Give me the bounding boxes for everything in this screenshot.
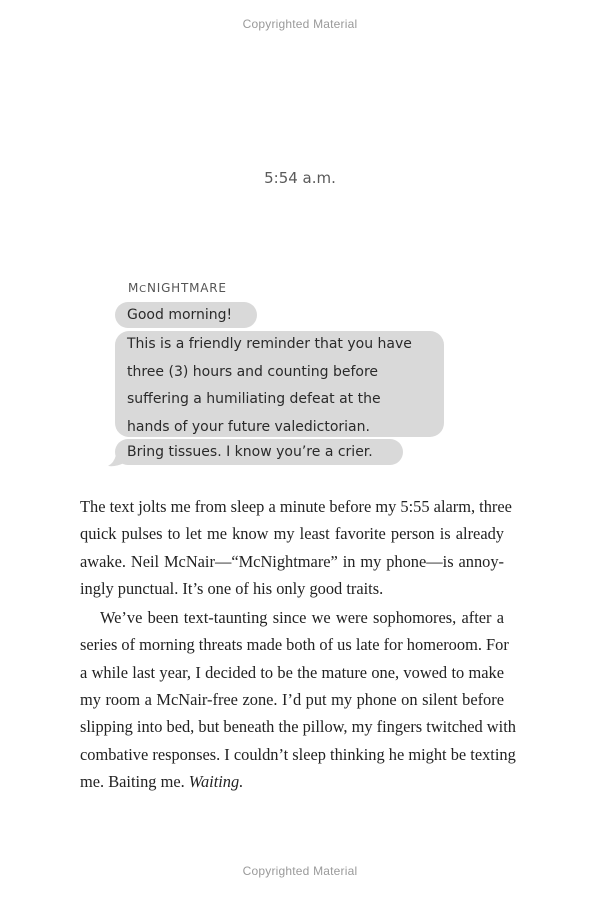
message-sender <box>128 281 227 295</box>
text-line: slipping into bed, but beneath the pillow, my fingers twitched with <box>80 717 516 737</box>
message-text: Good morning! <box>127 307 233 323</box>
message-text-line: suffering a humiliating defeat at the <box>127 391 381 407</box>
text-line: ingly punctual. It’s one of his only good traits. <box>80 578 384 598</box>
copyright-watermark-top: Copyrighted Material <box>242 17 358 31</box>
text-line: a while last year, I decided to be the mature one, vowed to make <box>80 662 504 682</box>
paragraph <box>80 493 512 602</box>
text-line: combative responses. I couldn’t sleep thinking he might be texting <box>80 744 516 764</box>
text-plain: me. Baiting me. <box>80 771 189 791</box>
text-line: my room a McNair-free zone. I’d put my phone on silent before <box>80 690 504 710</box>
message-text-line: This is a friendly reminder that you have <box>127 336 412 352</box>
paragraph <box>80 604 516 795</box>
text-line: series of morning threats made both of us late for homeroom. For <box>80 635 509 655</box>
sender-small-cap: C <box>139 284 147 295</box>
text-line <box>80 768 504 795</box>
text-line: The text jolts me from sleep a minute before my 5:55 alarm, three <box>80 497 512 516</box>
body-text <box>80 493 516 795</box>
text-line: quick pulses to let me know my least favorite person is already <box>80 524 504 544</box>
text-italic: Waiting. <box>188 771 244 791</box>
message-text-line: three (3) hours and counting before <box>127 363 379 380</box>
message-text-line: hands of your future valedictorian. <box>127 418 370 435</box>
message-bubble <box>115 439 403 465</box>
message-text: Bring tissues. I know you’re a crier. <box>127 444 373 460</box>
sender-initial: M <box>128 281 140 295</box>
sender-rest: NIGHTMARE <box>146 281 227 295</box>
text-line: awake. Neil McNair—“McNightmare” in my phone—is annoy- <box>80 551 504 571</box>
message-timestamp: 5:54 a.m. <box>264 169 336 187</box>
message-bubble <box>115 331 444 437</box>
text-line: We’ve been text-taunting since we were sophomores, after a <box>100 608 504 628</box>
copyright-watermark-bottom: Copyrighted Material <box>242 864 358 878</box>
message-bubble <box>115 302 257 328</box>
